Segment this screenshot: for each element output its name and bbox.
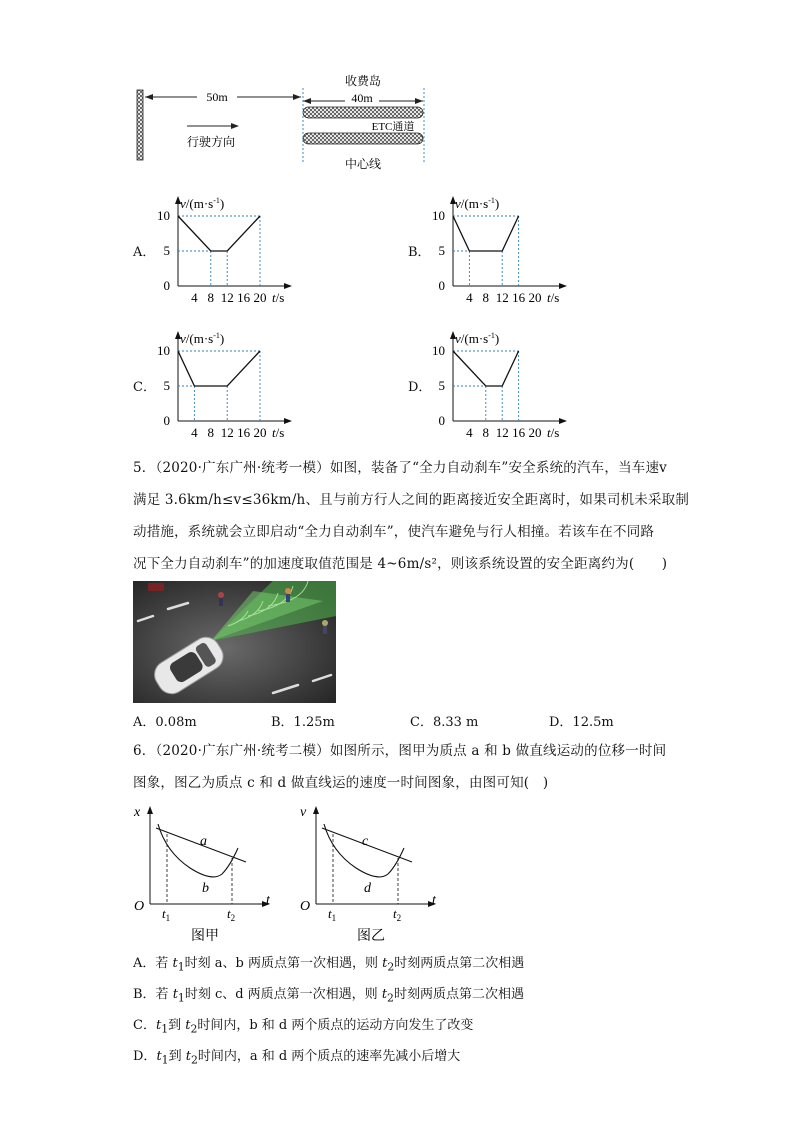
x-tick-label: 8 xyxy=(482,425,490,440)
x-label-t: t xyxy=(547,425,551,440)
x-axis-arrow xyxy=(284,418,292,424)
x-tick-label: 4 xyxy=(191,290,198,305)
toll-island-lower xyxy=(303,133,423,144)
y-label-close: ) xyxy=(219,331,225,346)
x-tick-label: 20 xyxy=(528,290,542,305)
t2-label: t xyxy=(227,906,231,921)
q5-line-2: 满足 3.6km/h≤v≤36km/h、且与前方行人之间的距离接近安全距离时，如果司机未采取制 xyxy=(133,492,690,508)
q6-option-b: B．若 $t_1$时刻 c、d 两质点第一次相遇，则 $t_2$时刻两质点第二次相遇 xyxy=(133,987,524,1005)
axis-x-label: x xyxy=(134,805,141,820)
t1-label: t xyxy=(162,906,166,921)
y-axis-label xyxy=(180,331,224,346)
axis-v-label: v xyxy=(300,805,307,820)
x-label-unit: /s xyxy=(550,425,560,440)
svg-text:t1 xyxy=(328,906,336,923)
x-tick-label: 20 xyxy=(253,425,267,440)
q6-option-a: A．若 $t_1$时刻 a、b 两质点第一次相遇，则 $t_2$时刻两质点第二次相遇 xyxy=(133,956,525,974)
y-tick-label: 0 xyxy=(163,413,170,428)
q4-option-b-letter: B． xyxy=(408,245,431,260)
auto-brake-illustration xyxy=(133,581,336,703)
y-label-close: ) xyxy=(494,331,500,346)
island-length-label: 40m xyxy=(351,91,373,105)
center-line-label: 中心线 xyxy=(344,157,382,171)
axis-t-label: t xyxy=(432,893,436,908)
axis-t-label: t xyxy=(266,893,270,908)
x-tick-label: 4 xyxy=(466,425,473,440)
x-tick-label: 4 xyxy=(466,290,473,305)
y-tick-label: 10 xyxy=(432,343,445,358)
y-tick-label: 10 xyxy=(157,208,170,223)
q4-option-c-graph xyxy=(150,325,310,440)
y-tick-label: 5 xyxy=(163,378,170,393)
x-tick-label: 12 xyxy=(220,290,234,305)
q5-line-1: 5．（2020·广东广州·统考一模）如图，装备了“全力自动刹车”安全系统的汽车，当车速v xyxy=(133,460,668,476)
x-label-t: t xyxy=(547,290,551,305)
x-label-unit: /s xyxy=(275,290,285,305)
y-tick-label: 0 xyxy=(438,413,445,428)
x-tick-label: 12 xyxy=(220,425,234,440)
y-label-exp: -1 xyxy=(488,196,495,205)
x-label-unit: /s xyxy=(550,290,560,305)
q4-option-d-graph xyxy=(425,325,585,440)
x-tick-label: 8 xyxy=(482,290,490,305)
t1-sub: 1 xyxy=(331,913,337,923)
label-b: b xyxy=(202,881,209,896)
label-d: d xyxy=(364,881,371,896)
distance-before-label: 50m xyxy=(206,90,228,104)
y-axis-label xyxy=(455,331,499,346)
q6-option-d: D．$t_1$到 $t_2$时间内，a 和 d 两个质点的速率先减小后增大 xyxy=(133,1049,461,1067)
y-label-v: v xyxy=(180,196,186,211)
velocity-line xyxy=(453,351,519,386)
curve-b xyxy=(158,824,238,877)
x-tick-label: 8 xyxy=(207,425,215,440)
y-label-close: ) xyxy=(494,196,500,211)
x-axis-label xyxy=(272,290,284,305)
y-tick-label: 0 xyxy=(438,278,445,293)
q6-option-c: C．$t_1$到 $t_2$时间内，b 和 d 两个质点的运动方向发生了改变 xyxy=(133,1018,474,1036)
t2-label: t xyxy=(393,906,397,921)
q5-option-c: C．8.33 m xyxy=(410,715,479,730)
t1-sub: 1 xyxy=(165,913,171,923)
svg-text:t2 xyxy=(393,906,401,923)
y-tick-label: 5 xyxy=(438,378,445,393)
y-label-unit: /(m·s xyxy=(185,196,214,211)
velocity-line xyxy=(453,216,519,251)
y-label-v: v xyxy=(455,331,461,346)
q4-option-d-letter: D． xyxy=(408,380,432,395)
x-tick-label: 16 xyxy=(237,290,251,305)
direction-label: 行驶方向 xyxy=(186,135,236,149)
q6-graph-jia xyxy=(130,800,280,948)
q5-option-d: D．12.5m xyxy=(549,715,614,730)
x-axis-label xyxy=(272,425,284,440)
q4-option-a-graph xyxy=(150,190,310,305)
q5-option-b: B．1.25m xyxy=(271,715,335,730)
y-tick-label: 10 xyxy=(432,208,445,223)
caption-jia: 图甲 xyxy=(191,929,219,944)
velocity-line xyxy=(178,351,260,386)
y-label-unit: /(m·s xyxy=(460,196,489,211)
svg-text:t2 xyxy=(227,906,235,923)
x-axis-arrow xyxy=(559,418,567,424)
q5-option-a: A．0.08m xyxy=(133,715,197,730)
q5-question xyxy=(133,452,693,580)
x-label-unit: /s xyxy=(275,425,285,440)
svg-text:t1 xyxy=(162,906,170,923)
x-axis-arrow xyxy=(559,283,567,289)
x-tick-label: 16 xyxy=(512,290,526,305)
x-axis-label xyxy=(547,290,559,305)
t1-label: t xyxy=(328,906,332,921)
y-axis-label xyxy=(455,196,499,211)
etc-lane-label: ETC通道 xyxy=(371,121,415,133)
x-tick-label: 16 xyxy=(512,425,526,440)
x-tick-label: 8 xyxy=(207,290,215,305)
toll-island-upper xyxy=(303,107,423,118)
x-label-t: t xyxy=(272,290,276,305)
etc-toll-diagram xyxy=(125,68,445,174)
q5-line-4: 况下全力自动刹车”的加速度取值范围是 4~6m/s²，则该系统设置的安全距离约为( ) xyxy=(133,556,668,572)
q6-graph-yi xyxy=(296,800,446,948)
label-c: c xyxy=(362,834,369,849)
station-label: 收费岛 xyxy=(344,74,382,88)
x-tick-label: 20 xyxy=(253,290,267,305)
q6-line-2: 图象，图乙为质点 c 和 d 做直线运的速度一时间图象，由图可知( ) xyxy=(133,775,549,791)
q6-question xyxy=(133,735,693,799)
y-label-exp: -1 xyxy=(213,196,220,205)
y-label-exp: -1 xyxy=(488,331,495,340)
q4-option-a-letter: A． xyxy=(133,245,156,260)
t2-sub: 2 xyxy=(230,913,236,923)
y-label-unit: /(m·s xyxy=(185,331,214,346)
barrier-pole xyxy=(137,90,143,160)
y-label-close: ) xyxy=(219,196,225,211)
x-tick-label: 16 xyxy=(237,425,251,440)
q4-option-b-graph xyxy=(425,190,585,305)
y-label-v: v xyxy=(180,331,186,346)
y-label-unit: /(m·s xyxy=(460,331,489,346)
y-tick-label: 0 xyxy=(163,278,170,293)
caption-yi: 图乙 xyxy=(357,929,385,944)
x-tick-label: 12 xyxy=(495,425,509,440)
velocity-line xyxy=(178,216,260,251)
y-tick-label: 5 xyxy=(438,243,445,258)
y-tick-label: 10 xyxy=(157,343,170,358)
q4-option-c-letter: C． xyxy=(133,380,156,395)
x-axis-arrow xyxy=(284,283,292,289)
y-label-exp: -1 xyxy=(213,331,220,340)
t2-sub: 2 xyxy=(396,913,402,923)
y-tick-label: 5 xyxy=(163,243,170,258)
origin-label: O xyxy=(300,899,311,914)
x-tick-label: 4 xyxy=(191,425,198,440)
y-label-v: v xyxy=(455,196,461,211)
label-a: a xyxy=(200,834,207,849)
q6-line-1: 6．（2020·广东广州·统考二模）如图所示，图甲为质点 a 和 b 做直线运动的位移一时间 xyxy=(133,743,667,759)
x-axis-label xyxy=(547,425,559,440)
x-tick-label: 12 xyxy=(495,290,509,305)
q5-line-3: 动措施，系统就会立即启动“全力自动刹车”，使汽车避免与行人相撞。若该车在不同路 xyxy=(133,524,655,540)
y-axis-label xyxy=(180,196,224,211)
x-tick-label: 20 xyxy=(528,425,542,440)
x-label-t: t xyxy=(272,425,276,440)
curve-d xyxy=(324,824,404,877)
origin-label: O xyxy=(134,899,145,914)
